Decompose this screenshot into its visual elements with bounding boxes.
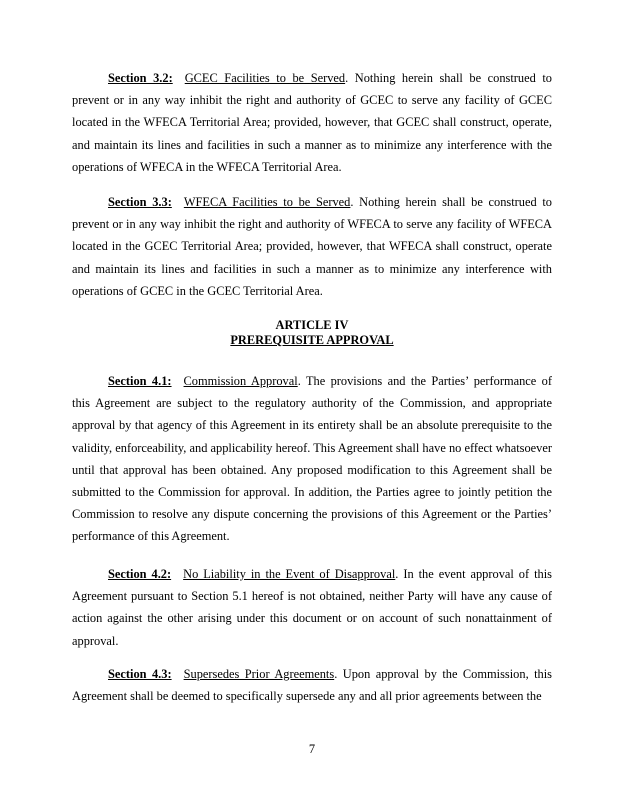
section-text: . The provisions and the Parties’ performance of this Agreement are subject to the regulatory authority of the Commission, and appropriate approval by that agency of this Agreement in its entirety shall be an absolute prerequisite to the validity, enforceability, and applicability hereof. This Agreement shall have no effect whatsoever until that approval has been obtained. Any proposed modification to this Agreement shall be submitted to the Commission for approval. In addition, the Parties agree to jointly petition the Commission to resolve any dispute concerning the provisions of this Agreement or the Parties’ performance of this Agreement.	[72, 374, 552, 544]
article-heading	[72, 318, 552, 348]
section-label: Section 3.2:	[108, 71, 173, 85]
section-4-2	[72, 563, 552, 652]
section-text: . Nothing herein shall be construed to prevent or in any way inhibit the right and authority of WFECA to serve any facility of WFECA located in the GCEC Territorial Area; provided, however, that WFECA shall construct, operate and maintain its lines and facilities in such a manner as to minimize any interference with operations of GCEC in the GCEC Territorial Area.	[72, 195, 552, 298]
article-number: ARTICLE IV	[275, 318, 349, 332]
section-3-3	[72, 191, 552, 302]
section-title: GCEC Facilities to be Served	[184, 71, 346, 85]
section-4-3	[72, 663, 552, 707]
section-label: Section 4.3:	[108, 667, 172, 681]
section-3-2	[72, 67, 552, 178]
section-label: Section 3.3:	[108, 195, 172, 209]
section-text: . In the event approval of this Agreement pursuant to Section 5.1 hereof is not obtained, neither Party will have any cause of action against the other arising under this document or on account of such nonattainment of approval.	[72, 567, 552, 648]
section-4-1	[72, 370, 552, 548]
article-title: PREREQUISITE APPROVAL	[230, 333, 394, 347]
section-text: . Upon approval by the Commission, this Agreement shall be deemed to specifically supersede any and all prior agreements between the	[72, 667, 553, 704]
section-label: Section 4.2:	[108, 567, 172, 581]
section-label: Section 4.1:	[108, 374, 172, 388]
section-title: Commission Approval	[183, 374, 298, 388]
section-title: No Liability in the Event of Disapproval	[183, 567, 396, 581]
section-text: . Nothing herein shall be construed to prevent or in any way inhibit the right and authority of GCEC to serve any facility of GCEC located in the WFECA Territorial Area; provided, however, that GCEC shall construct, operate, and maintain its lines and facilities in such a manner as to minimize any interference with the operations of WFECA in the WFECA Territorial Area.	[72, 71, 552, 174]
page-number: 7	[308, 742, 316, 756]
section-title: WFECA Facilities to be Served	[183, 195, 351, 209]
section-title: Supersedes Prior Agreements	[183, 667, 335, 681]
